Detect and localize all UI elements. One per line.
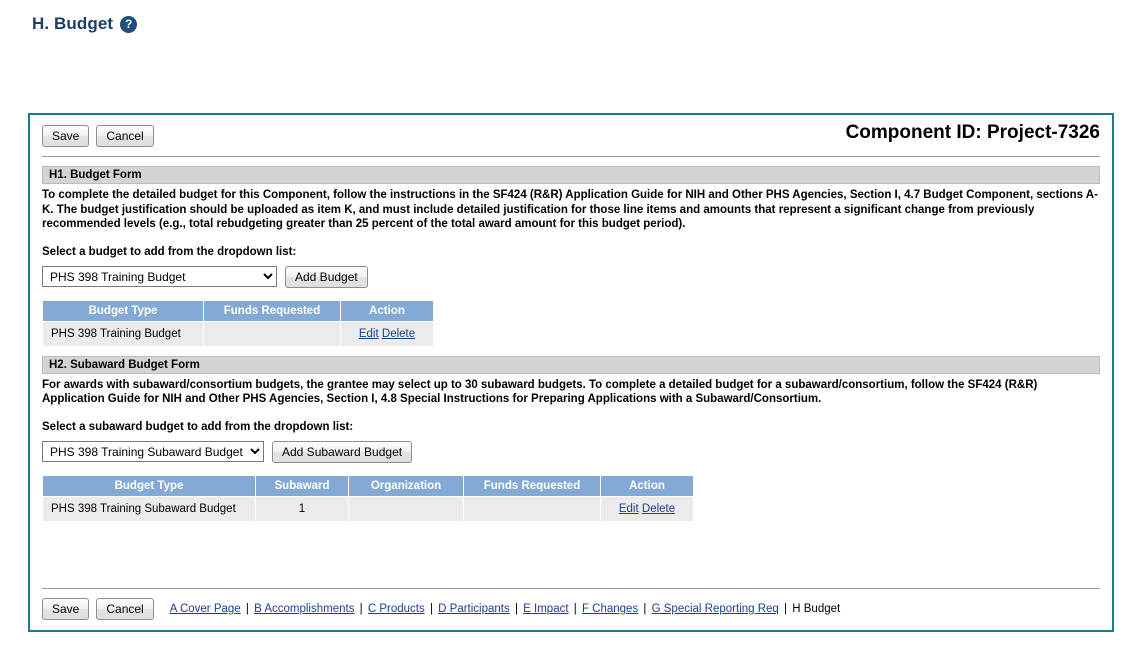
save-button-top[interactable]: Save — [42, 125, 89, 147]
subaward-col-action: Action — [601, 475, 694, 496]
edit-link-subaward[interactable]: Edit — [618, 502, 639, 515]
subaward-cell-number: 1 — [256, 496, 349, 521]
add-budget-button[interactable]: Add Budget — [285, 266, 368, 288]
footer — [30, 588, 1112, 630]
nav-current-h-budget: H Budget — [792, 603, 841, 615]
budget-table — [42, 300, 434, 347]
delete-link-budget[interactable]: Delete — [381, 327, 416, 340]
subaward-cell-funds — [464, 496, 601, 521]
budget-type-select[interactable] — [42, 266, 277, 287]
section-header-h2: H2. Subaward Budget Form — [42, 356, 1100, 374]
subaward-col-budget-type: Budget Type — [43, 475, 256, 496]
budget-select-prompt: Select a budget to add from the dropdown list: — [42, 245, 297, 258]
nav-separator: | — [245, 603, 249, 615]
cancel-button-bottom[interactable]: Cancel — [96, 598, 153, 620]
nav-link-g-special-reporting-req[interactable]: G Special Reporting Req — [651, 603, 779, 615]
nav-link-e-impact[interactable]: E Impact — [523, 603, 569, 615]
budget-col-action: Action — [341, 300, 434, 321]
subaward-col-organization: Organization — [349, 475, 464, 496]
nav-link-f-changes[interactable]: F Changes — [581, 603, 639, 615]
component-id: Component ID: Project-7326 — [845, 122, 1100, 143]
cancel-button-top[interactable]: Cancel — [96, 125, 153, 147]
footer-row — [42, 598, 1100, 620]
help-icon[interactable]: ? — [120, 16, 137, 33]
footer-divider — [42, 588, 1100, 589]
budget-cell-action — [341, 321, 434, 346]
save-button-bottom[interactable]: Save — [42, 598, 89, 620]
page-title-row — [32, 14, 137, 34]
budget-col-funds-requested: Funds Requested — [204, 300, 341, 321]
nav-link-d-participants[interactable]: D Participants — [438, 603, 510, 615]
table-row — [43, 496, 694, 521]
nav-separator: | — [784, 603, 788, 615]
subaward-table — [42, 475, 694, 522]
section-description-h1: To complete the detailed budget for this Component, follow the instructions in the SF424 (R&R) Application Guide for NIH and Other PHS Agencies, Section I, 4.7 Budget Component, sections A-K. The budget justification should be uploaded as item K, and must include detailed justification for those line items and amounts that represent a significant change from previously recommended levels (e.g., total rebudgeting greater than 25 percent of the total award amount for this budget period). — [42, 189, 1098, 230]
toolbar-divider — [42, 156, 1100, 157]
nav-separator: | — [573, 603, 577, 615]
nav-link-c-products[interactable]: C Products — [367, 603, 425, 615]
budget-cell-type: PHS 398 Training Budget — [43, 321, 204, 346]
subaward-cell-action — [601, 496, 694, 521]
subaward-cell-organization — [349, 496, 464, 521]
nav-separator: | — [359, 603, 363, 615]
section-header-h1: H1. Budget Form — [42, 166, 1100, 184]
nav-link-a-cover-page[interactable]: A Cover Page — [169, 603, 241, 615]
budget-panel — [28, 113, 1114, 632]
nav-separator: | — [643, 603, 647, 615]
footer-nav — [170, 603, 840, 615]
subaward-col-funds-requested: Funds Requested — [464, 475, 601, 496]
budget-cell-funds — [204, 321, 341, 346]
budget-select-row — [42, 266, 1100, 288]
subaward-budget-select[interactable] — [42, 441, 264, 462]
panel-inner — [30, 115, 1112, 522]
subaward-select-prompt: Select a subaward budget to add from the dropdown list: — [42, 420, 354, 433]
page-title: H. Budget — [32, 14, 114, 33]
edit-link-budget[interactable]: Edit — [358, 327, 379, 340]
add-subaward-budget-button[interactable]: Add Subaward Budget — [272, 441, 412, 463]
nav-separator: | — [514, 603, 518, 615]
budget-table-header-row — [43, 300, 434, 321]
subaward-select-row — [42, 441, 1100, 463]
top-toolbar — [42, 122, 1100, 147]
budget-col-budget-type: Budget Type — [43, 300, 204, 321]
nav-link-b-accomplishments[interactable]: B Accomplishments — [254, 603, 355, 615]
subaward-cell-type: PHS 398 Training Subaward Budget — [43, 496, 256, 521]
subaward-col-subaward: Subaward — [256, 475, 349, 496]
subaward-table-header-row — [43, 475, 694, 496]
nav-separator: | — [429, 603, 433, 615]
section-description-h2: For awards with subaward/consortium budgets, the grantee may select up to 30 subaward budgets. To complete a detailed budget for a subaward/consortium, follow the SF424 (R&R) Application Guide for NIH and Other PHS Agencies, Section I, 4.8 Special Instructions for Preparing Applications with a Subaward/Consortium. — [42, 378, 1038, 405]
delete-link-subaward[interactable]: Delete — [641, 502, 676, 515]
table-row — [43, 321, 434, 346]
